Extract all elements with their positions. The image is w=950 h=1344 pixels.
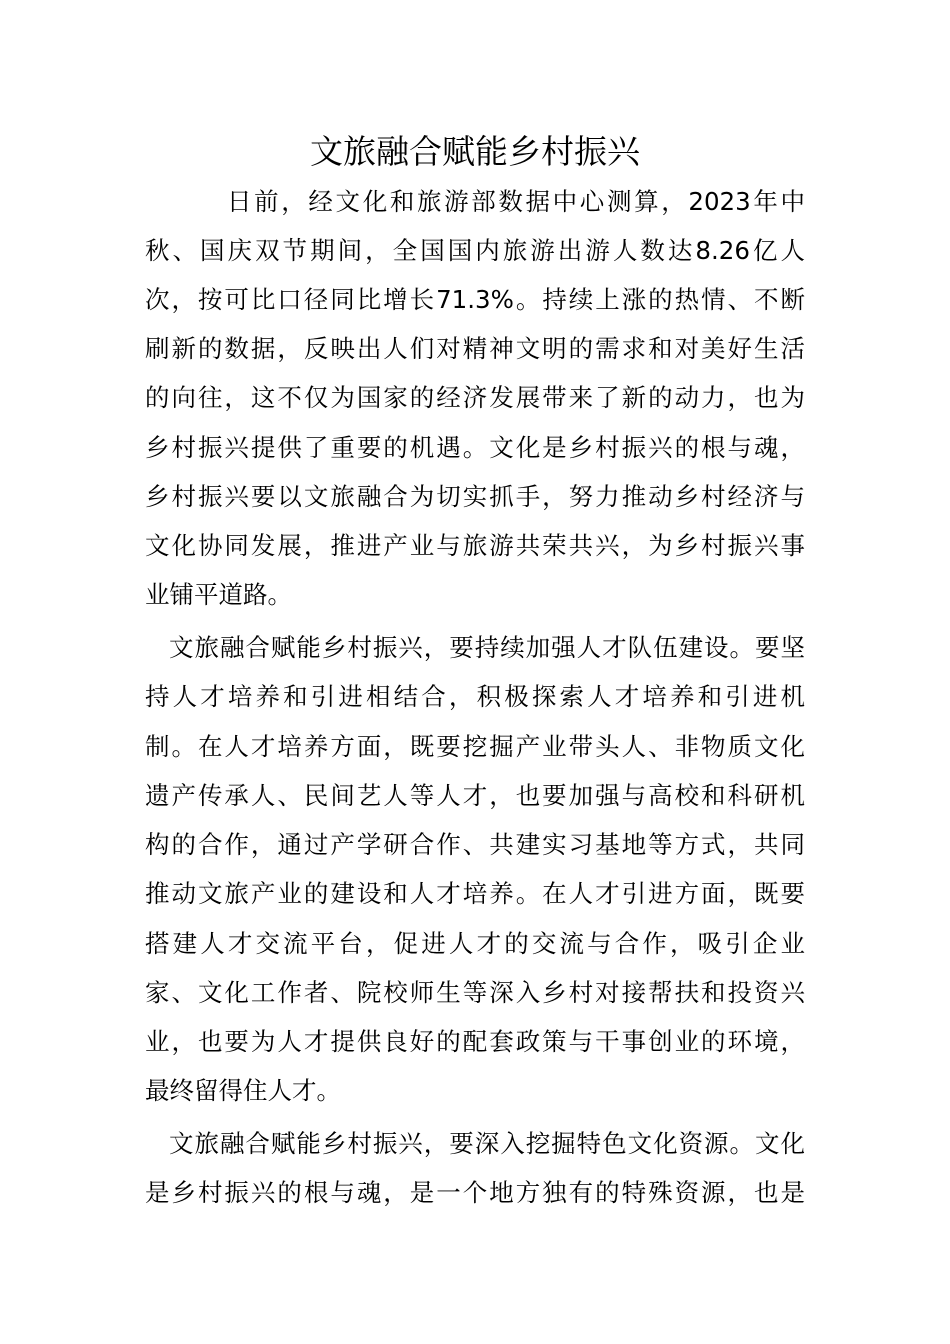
paragraph-line: 业铺平道路。 — [145, 580, 292, 609]
paragraph-line: 的向往，这不仅为国家的经济发展带来了新的动力，也为 — [145, 383, 805, 412]
paragraph-line: 是乡村振兴的根与魂，是一个地方独有的特殊资源，也是 — [145, 1178, 805, 1207]
paragraph-line: 业，也要为人才提供良好的配套政策与干事创业的环境， — [145, 1027, 805, 1056]
paragraph-line: 日前，经文化和旅游部数据中心测算，2023年中 — [227, 187, 805, 216]
paragraph-line: 推动文旅产业的建设和人才培养。在人才引进方面，既要 — [145, 879, 805, 908]
paragraph-line: 构的合作，通过产学研合作、共建实习基地等方式，共同 — [145, 830, 805, 859]
paragraph-line: 文旅融合赋能乡村振兴，要持续加强人才队伍建设。要坚 — [169, 633, 805, 662]
document-title: 文旅融合赋能乡村振兴 — [310, 132, 640, 171]
paragraph-line: 制。在人才培养方面，既要挖掘产业带头人、非物质文化 — [145, 732, 805, 761]
paragraph-line: 搭建人才交流平台，促进人才的交流与合作，吸引企业 — [145, 929, 805, 958]
paragraph-line: 秋、国庆双节期间，全国国内旅游出游人数达8.26亿人 — [145, 236, 805, 265]
paragraph-line: 文旅融合赋能乡村振兴，要深入挖掘特色文化资源。文化 — [169, 1129, 805, 1158]
paragraph-line: 遗产传承人、民间艺人等人才，也要加强与高校和科研机 — [145, 781, 805, 810]
paragraph-line: 最终留得住人才。 — [145, 1076, 341, 1105]
paragraph-line: 刷新的数据，反映出人们对精神文明的需求和对美好生活 — [145, 334, 805, 363]
paragraph-line: 次，按可比口径同比增长71.3%。持续上涨的热情、不断 — [145, 285, 805, 314]
paragraph-line: 家、文化工作者、院校师生等深入乡村对接帮扶和投资兴 — [145, 978, 805, 1007]
paragraph-line: 乡村振兴提供了重要的机遇。文化是乡村振兴的根与魂， — [145, 433, 805, 462]
paragraph-line: 持人才培养和引进相结合，积极探索人才培养和引进机 — [145, 682, 805, 711]
paragraph-line: 文化协同发展，推进产业与旅游共荣共兴，为乡村振兴事 — [145, 531, 805, 560]
paragraph-line: 乡村振兴要以文旅融合为切实抓手，努力推动乡村经济与 — [145, 482, 805, 511]
